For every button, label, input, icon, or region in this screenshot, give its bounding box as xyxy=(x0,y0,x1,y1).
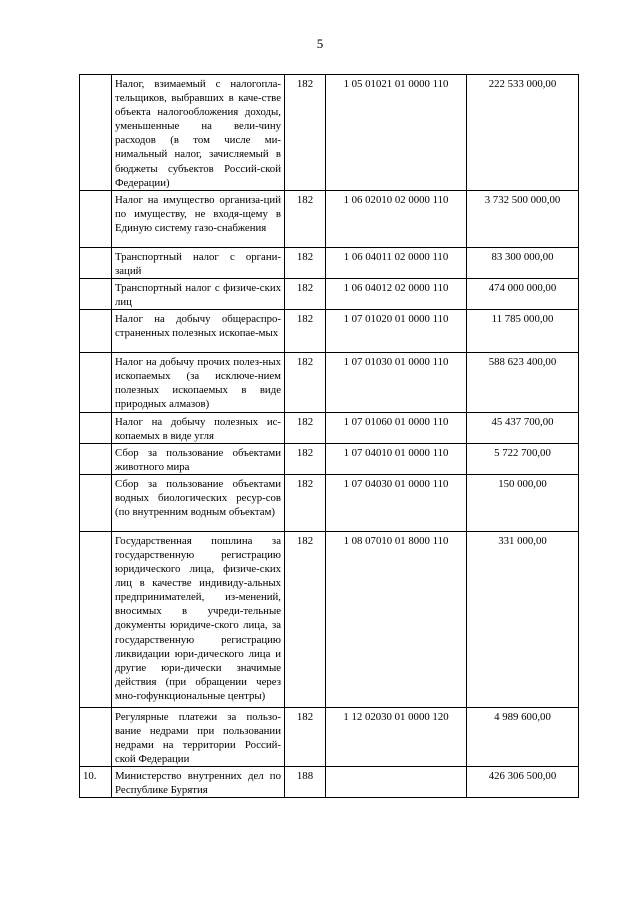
amount-cell xyxy=(467,247,579,278)
table-row xyxy=(80,278,579,309)
admin-code-text: 182 xyxy=(296,710,314,723)
revenue-name-cell xyxy=(112,443,285,474)
amount-text: 222 533 000,00 xyxy=(488,78,557,90)
admin-code-cell xyxy=(285,707,326,766)
budget-code-text: 1 07 04030 01 0000 110 xyxy=(343,477,449,490)
amount-text: 11 785 000,00 xyxy=(491,313,554,326)
amount-cell xyxy=(467,443,579,474)
row-number-cell xyxy=(80,474,112,531)
admin-code-cell xyxy=(285,75,326,191)
admin-code-cell xyxy=(285,412,326,443)
amount-text: 4 989 600,00 xyxy=(494,710,551,723)
admin-code-text: 182 xyxy=(296,193,314,206)
budget-code-text: 1 07 01060 01 0000 110 xyxy=(343,415,449,428)
budget-code-text: 1 12 02030 01 0000 120 xyxy=(343,710,449,723)
admin-code-text: 182 xyxy=(296,415,314,428)
budget-code-cell xyxy=(326,190,467,247)
admin-code-text: 182 xyxy=(296,446,314,459)
budget-code-cell xyxy=(326,310,467,353)
admin-code-cell xyxy=(285,767,326,798)
amount-text: 588 623 400,00 xyxy=(488,356,557,369)
admin-code-text: 182 xyxy=(296,356,314,369)
budget-code-cell xyxy=(326,707,467,766)
table-row xyxy=(80,310,579,353)
table-row xyxy=(80,247,579,278)
revenue-name-cell xyxy=(112,278,285,309)
revenue-name-cell xyxy=(112,190,285,247)
revenue-table-body xyxy=(80,75,579,798)
amount-cell xyxy=(467,474,579,531)
budget-code-cell xyxy=(326,247,467,278)
revenue-name-text: Сбор за пользование объектами водных биологических ресур-сов (по внутренним водным объектам) xyxy=(115,477,281,519)
amount-text: 3 732 500 000,00 xyxy=(484,193,561,206)
admin-code-text: 182 xyxy=(296,477,314,490)
table-row xyxy=(80,474,579,531)
budget-code-cell xyxy=(326,75,467,191)
admin-code-cell xyxy=(285,474,326,531)
budget-code-text: 1 06 02010 02 0000 110 xyxy=(343,193,449,206)
budget-code-cell xyxy=(326,474,467,531)
amount-cell xyxy=(467,278,579,309)
table-row xyxy=(80,353,579,412)
table-row xyxy=(80,75,579,191)
amount-text: 426 306 500,00 xyxy=(488,770,557,783)
amount-text: 331 000,00 xyxy=(498,534,547,547)
budget-code-text: 1 06 04011 02 0000 110 xyxy=(343,250,449,263)
budget-code-cell xyxy=(326,767,467,798)
table-row xyxy=(80,443,579,474)
revenue-name-cell xyxy=(112,75,285,191)
row-number-cell xyxy=(80,278,112,309)
row-number-cell xyxy=(80,75,112,191)
revenue-name-cell xyxy=(112,474,285,531)
revenue-name-text: Министерство внутренних дел по Республике Бурятия xyxy=(115,770,281,797)
admin-code-text: 182 xyxy=(296,534,314,547)
revenue-name-text: Сбор за пользование объектами животного мира xyxy=(115,446,281,473)
revenue-name-text: Государственная пошлина за государственную регистрацию юридического лица, физиче-ских лиц в качестве индивиду-альных предпринимателей, из-менений, вносимых в учреди-тельные документы юридиче-ского лица, за государственную регистрацию ликвидации юри-дического лица и другие юри-дически значимые действия (при обращении через мно-гофункциональные центры) xyxy=(115,534,281,702)
admin-code-text: 182 xyxy=(296,313,314,326)
revenue-name-cell xyxy=(112,310,285,353)
revenue-name-text: Налог на добычу полезных ис-копаемых в виде угля xyxy=(115,415,281,442)
admin-code-cell xyxy=(285,443,326,474)
row-number-text: 10. xyxy=(83,770,97,783)
row-number-cell xyxy=(80,767,112,798)
budget-code-text: 1 06 04012 02 0000 110 xyxy=(343,281,449,294)
budget-code-cell xyxy=(326,412,467,443)
budget-code-text: 1 07 04010 01 0000 110 xyxy=(343,446,449,459)
table-row xyxy=(80,531,579,707)
amount-text: 45 437 700,00 xyxy=(491,415,554,428)
amount-text: 150 000,00 xyxy=(498,477,547,490)
revenue-name-text: Транспортный налог с органи-заций xyxy=(115,250,281,277)
admin-code-text: 182 xyxy=(296,281,314,294)
row-number-cell xyxy=(80,412,112,443)
revenue-name-text: Налог на добычу общераспро-страненных полезных ископае-мых xyxy=(115,313,281,340)
admin-code-text: 188 xyxy=(296,770,314,783)
revenue-table xyxy=(79,74,579,798)
table-row xyxy=(80,412,579,443)
row-number-cell xyxy=(80,353,112,412)
row-number-cell xyxy=(80,443,112,474)
budget-code-cell xyxy=(326,278,467,309)
row-number-cell xyxy=(80,247,112,278)
admin-code-text: 182 xyxy=(296,250,314,263)
admin-code-cell xyxy=(285,531,326,707)
amount-cell xyxy=(467,190,579,247)
row-number-cell xyxy=(80,707,112,766)
amount-cell xyxy=(467,75,579,191)
admin-code-cell xyxy=(285,310,326,353)
amount-cell xyxy=(467,310,579,353)
revenue-name-text: Регулярные платежи за пользо-вание недрами при пользовании недрами на территории Россий-ской Федерации xyxy=(115,710,281,766)
row-number-cell xyxy=(80,531,112,707)
admin-code-cell xyxy=(285,353,326,412)
amount-text: 83 300 000,00 xyxy=(491,250,554,263)
amount-cell xyxy=(467,353,579,412)
amount-cell xyxy=(467,412,579,443)
budget-code-cell xyxy=(326,443,467,474)
admin-code-cell xyxy=(285,247,326,278)
revenue-name-text: Транспортный налог с физиче-ских лиц xyxy=(115,281,281,309)
revenue-name-cell xyxy=(112,412,285,443)
amount-cell xyxy=(467,707,579,766)
row-number-cell xyxy=(80,190,112,247)
amount-text: 5 722 700,00 xyxy=(494,446,551,459)
revenue-name-text: Налог на имущество организа-ций по имуществу, не входя-щему в Единую систему газо-снабжения xyxy=(115,193,281,234)
table-row xyxy=(80,190,579,247)
page-number: 5 xyxy=(316,36,324,51)
table-row xyxy=(80,767,579,798)
budget-code-cell xyxy=(326,531,467,707)
admin-code-cell xyxy=(285,190,326,247)
revenue-name-text: Налог на добычу прочих полез-ных ископаемых (за исключе-нием полезных ископаемых в виде природных алмазов) xyxy=(115,356,281,411)
budget-code-text: 1 07 01030 01 0000 110 xyxy=(343,356,449,369)
admin-code-cell xyxy=(285,278,326,309)
revenue-name-text: Налог, взимаемый с налогопла-тельщиков, выбравших в каче-стве объекта налогообложения доходы, уменьшенные на вели-чину расходов (в том числе ми-нимальный налог, зачисляемый в бюджеты субъектов Россий-ской Федерации) xyxy=(115,78,281,189)
admin-code-text: 182 xyxy=(296,78,314,90)
revenue-name-cell xyxy=(112,767,285,798)
row-number-cell xyxy=(80,310,112,353)
budget-code-text: 1 05 01021 01 0000 110 xyxy=(343,78,449,90)
amount-cell xyxy=(467,767,579,798)
revenue-name-cell xyxy=(112,353,285,412)
budget-code-cell xyxy=(326,353,467,412)
amount-text: 474 000 000,00 xyxy=(488,281,557,294)
amount-cell xyxy=(467,531,579,707)
revenue-name-cell xyxy=(112,247,285,278)
revenue-name-cell xyxy=(112,707,285,766)
budget-code-text: 1 08 07010 01 8000 110 xyxy=(343,534,449,547)
budget-code-text: 1 07 01020 01 0000 110 xyxy=(343,313,449,326)
table-row xyxy=(80,707,579,766)
revenue-name-cell xyxy=(112,531,285,707)
